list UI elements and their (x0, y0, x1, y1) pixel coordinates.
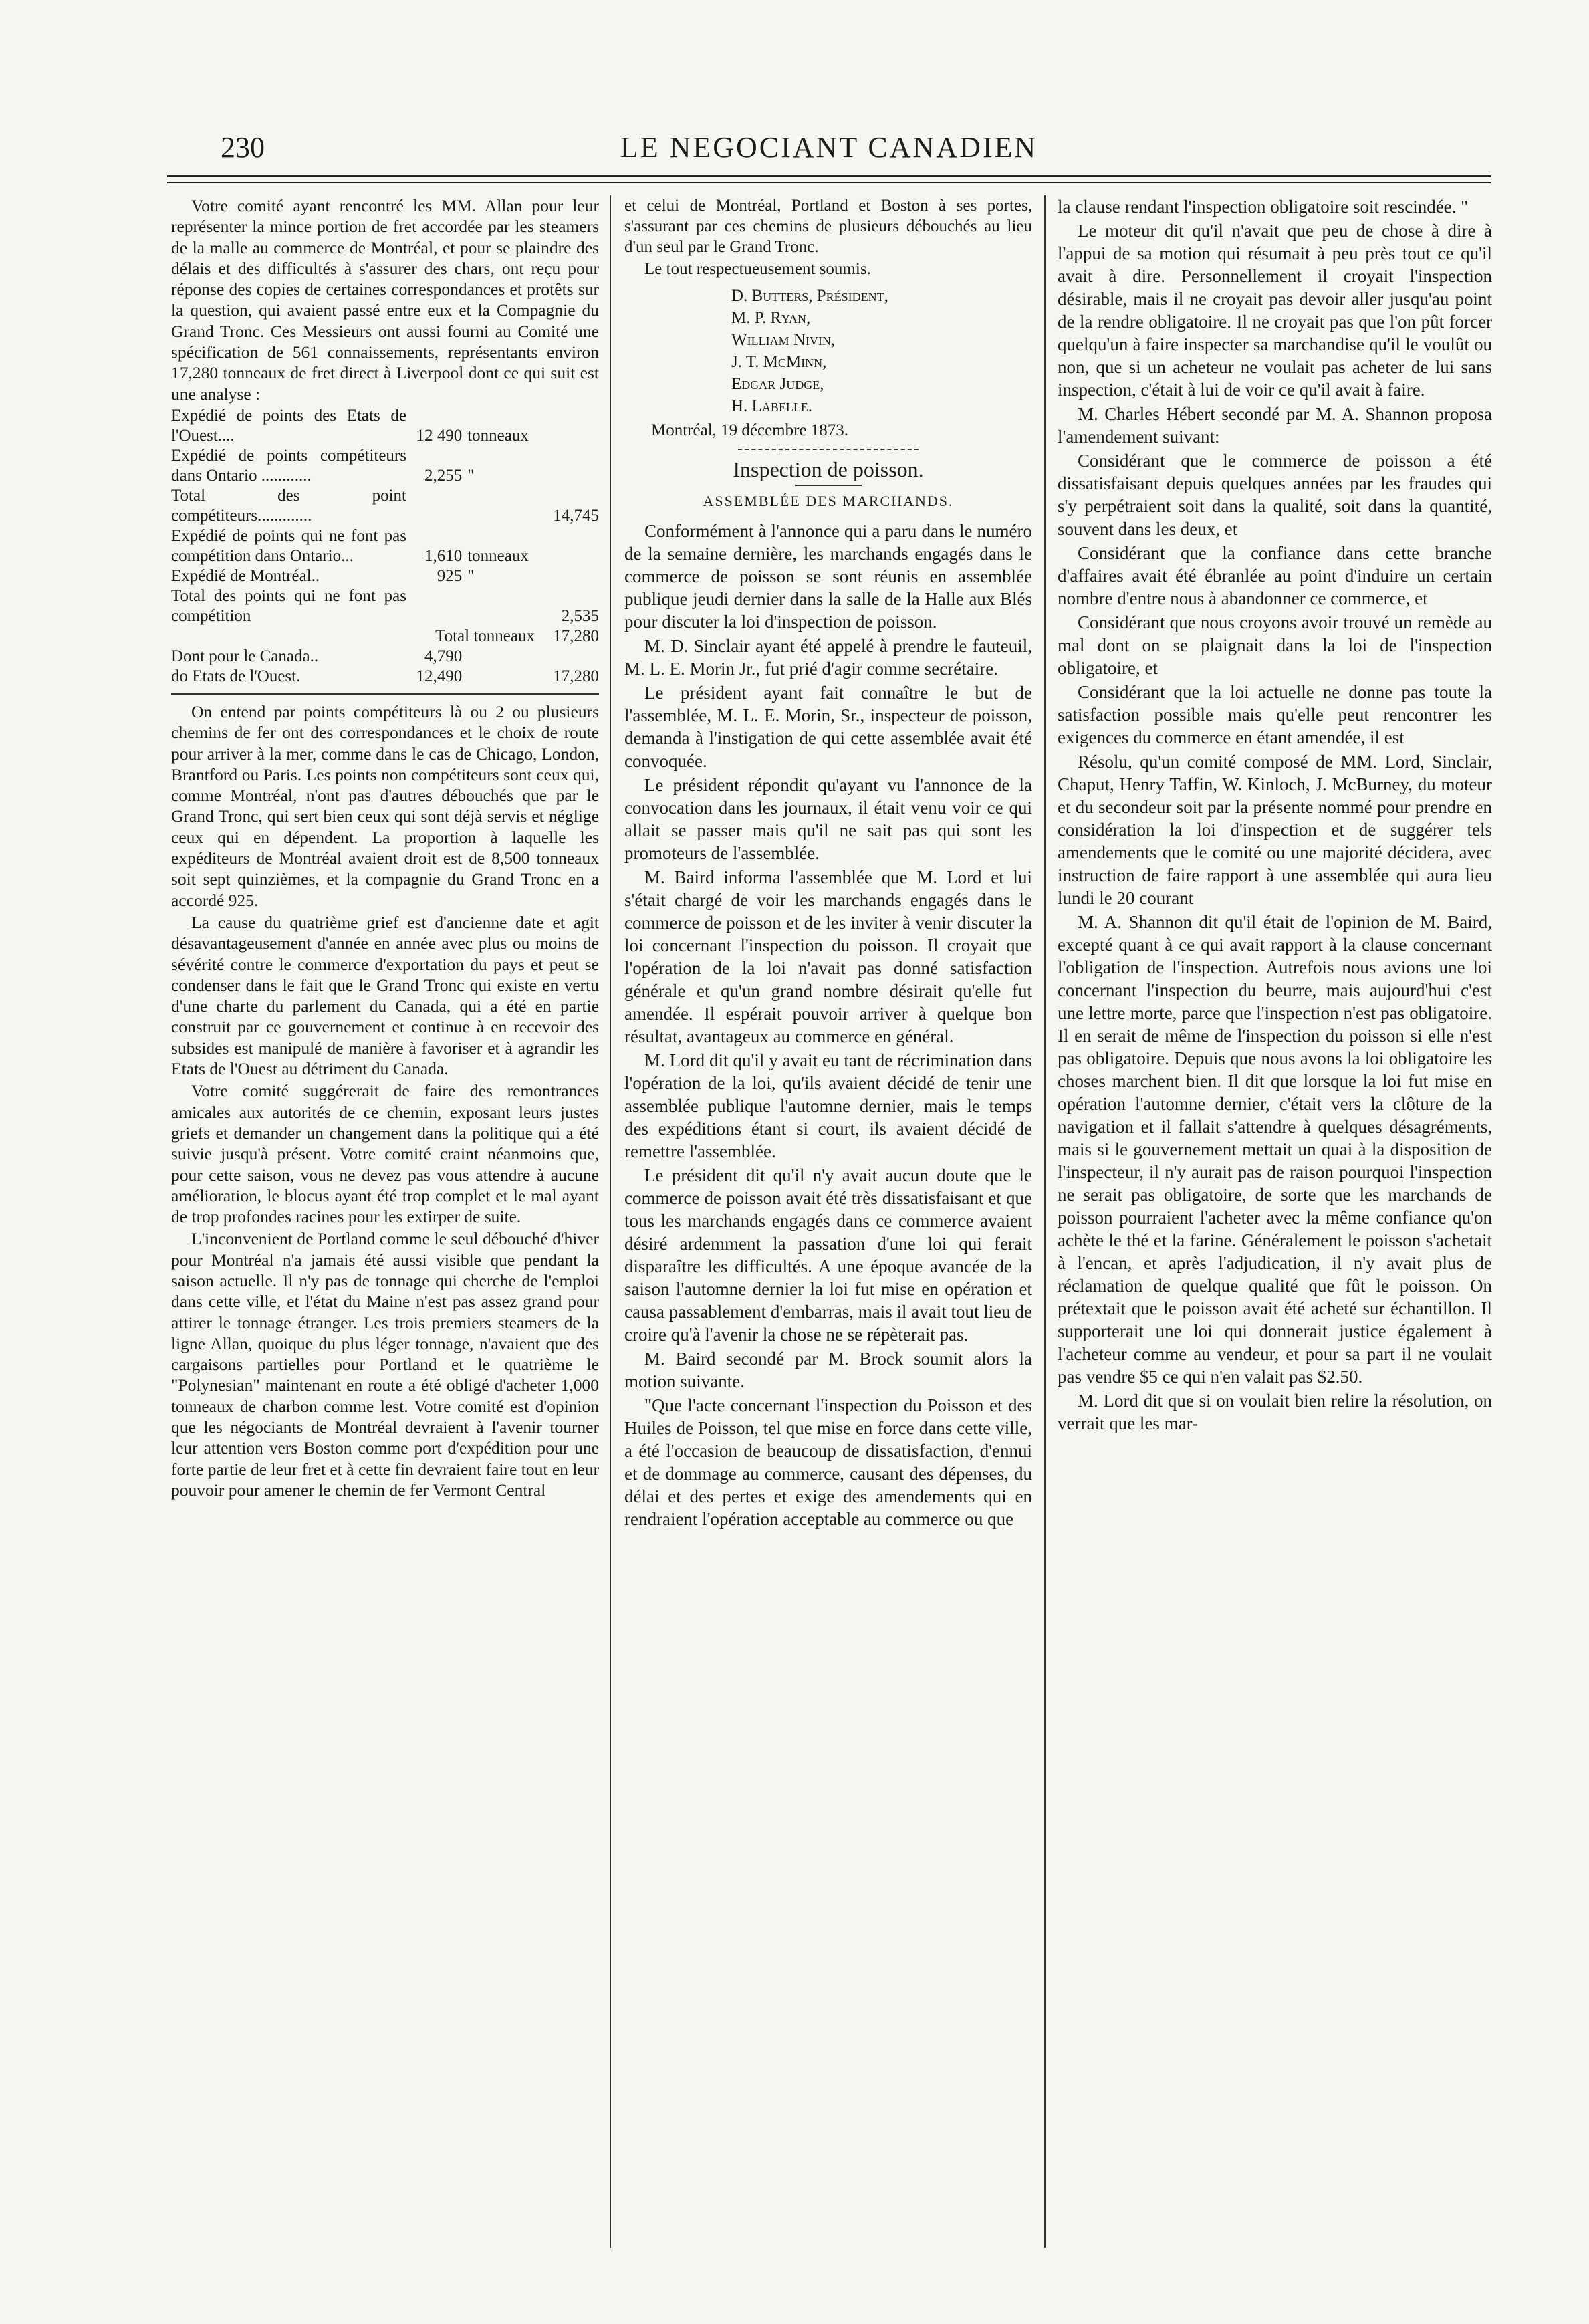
table-cell-total (535, 446, 599, 486)
paragraph: Le président dit qu'il n'y avait aucun doute que le commerce de poisson avait été très dissatisfaisant et que tous les marchands engagés dans ce commerce avaient désiré ardemment la passation d'une loi qui ferait disparaître les difficultés. A une époque avancée de la saison l'automne dernier la loi fut mise en opération et causa passablement d'embarras, mais il avait tout lieu de croire qu'à l'avenir la chose ne se répèterait pas. (624, 1165, 1032, 1345)
closing-line: Le tout respectueusement soumis. (644, 260, 871, 278)
table-row (171, 526, 599, 566)
column-1 (171, 195, 599, 2254)
table-cell-total (535, 566, 599, 586)
table-cell-value: 2,255 (424, 466, 463, 485)
section-divider (738, 449, 919, 450)
table-cell-unit (462, 586, 535, 626)
table-cell-label: Expédié de points compétiteurs dans Ontario ............ (171, 446, 406, 485)
table-cell-label: Expédié de points des Etats de l'Ouest.... (171, 406, 406, 445)
table-cell-unit: " (467, 466, 475, 485)
table-cell-label: Expédié de Montréal.. (171, 566, 320, 585)
signature-line: H. Labelle. (731, 397, 813, 415)
paragraph: "Que l'acte concernant l'inspection du Poisson et des Huiles de Poisson, tel que mise en force dans cette ville, a été l'occasion de beaucoup de dissatisfaction, d'ennui et de dommage au commerce, causant des dépenses, du délai et des pertes et exige des amendements qui en rendraient l'opération acceptable au commerce ou que (624, 1395, 1032, 1529)
table-total-value: 17,280 (553, 626, 599, 645)
signature-line: J. T. McMinn, (731, 353, 827, 371)
column-separator (610, 195, 611, 2248)
date-line: Montréal, 19 décembre 1873. (651, 421, 849, 439)
page-number: 230 (221, 131, 265, 164)
table-row (171, 446, 599, 486)
paragraph: M. Lord dit qu'il y avait eu tant de récrimination dans l'opération de la loi, qu'ils avaient décidé de tenir une assemblée publique l'automne dernier, mais le temps des expéditions étant si court, ils avaient décidé de remettre l'assemblée. (624, 1050, 1032, 1161)
section-title: Inspection de poisson. (733, 457, 924, 481)
section-subtitle: ASSEMBLÉE DES MARCHANDS. (703, 493, 954, 509)
paragraph: M. A. Shannon dit qu'il était de l'opinion de M. Baird, excepté quant à ce qui avait rapport à la clause concernant l'obligation de l'inspection. Autrefois nous avions une loi concernant l'inspection du beurre, mais aujourd'hui c'est une lettre morte, parce que l'inspection n'est pas obligatoire. Il en serait de même de l'inspection du poisson si elle n'est pas obligatoire. Depuis que nous avons la loi obligatoire les choses marchent bien. Il dit que lorsque la loi fut mise en opération l'automne dernier, c'était vers la clôture de la navigation et il fallait s'attendre à quelques désagréments, mais si le gouvernement mettait un quai à la disposition de l'inspecteur, il n'y aurait pas de raison pourquoi l'inspection ne serait pas obligatoire, de sorte que les marchands de poisson pourraient l'acheter avec la même confiance qu'on achète le thé et la farine. Généralement le poisson s'achetait à l'encan, et après l'adjudication, il n'y avait plus de réclamation de quelque qualité que fût le poisson. On prétextait que le poisson avait été acheté sur échantillon. Il supporterait une loi qui donnerait justice également à l'acheteur comme au vendeur, et pour sa part il ne voulait pas vendre $5 ce qui n'en valait pas $2.50. (1058, 912, 1492, 1387)
header-rule (167, 175, 1491, 177)
paragraph: La cause du quatrième grief est d'ancienne date et agit désavantageusement d'année en année avec plus ou moins de sévérité contre le commerce d'exportation du pays et peut se condenser dans le fait que le Grand Tronc qui existe en vertu d'une charte du parlement du Canada, qui a été en partie construit par ce gouvernement et continue à en recevoir des subsides est manipulé de manière à favoriser et à agrandir les Etats de l'Ouest au détriment du Canada. (171, 912, 599, 1079)
table-cell-unit (462, 486, 535, 526)
table-cell-total (535, 647, 599, 667)
column-2 (624, 195, 1032, 2254)
paragraph: la clause rendant l'inspection obligatoire soit rescindée. " (1058, 197, 1469, 217)
table-cell-total: 17,280 (553, 667, 599, 685)
table-cell-unit: " (467, 566, 475, 585)
paragraph: M. D. Sinclair ayant été appelé à prendre le fauteuil, M. L. E. Morin Jr., fut prié d'agir comme secrétaire. (624, 636, 1032, 679)
table-cell-total: 14,745 (553, 506, 599, 525)
column-3 (1058, 195, 1492, 2254)
table-row (171, 566, 599, 586)
paragraph: Votre comité ayant rencontré les MM. Allan pour leur représenter la mince portion de fret accordée par les steamers de la malle au commerce de Montréal, et pour se plaindre des délais et des difficultés à s'assurer des chars, ont reçu pour réponse des copies de certaines correspondances et protêts sur la question, qui avaient passé entre eux et la Compagnie du Grand Tronc. Ces Messieurs ont aussi fourni au Comité une spécification de 561 connaissements, représentants environ 17,280 tonneaux de fret direct à Liverpool dont ce qui suit est une analyse : (171, 196, 599, 404)
title-rule (795, 485, 862, 486)
table-cell-value: 925 (437, 566, 463, 585)
paragraph: et celui de Montréal, Portland et Boston à ses portes, s'assurant par ces chemins de plusieurs débouchés au lieu d'un seul par le Grand Tronc. (624, 197, 1032, 256)
table-row (171, 486, 599, 526)
signature-line: D. Butters, Président, (731, 287, 888, 305)
table-row (171, 667, 599, 687)
table-cell-value: 12 490 (416, 426, 463, 445)
header-rule-thin (167, 182, 1491, 183)
table-cell-unit: tonneaux (467, 426, 529, 445)
paragraph: Considérant que la loi actuelle ne donne pas toute la satisfaction possible mais qu'elle peut rencontrer les exigences du commerce en étant amendée, il est (1058, 682, 1492, 747)
signature-line: M. P. Ryan, (731, 309, 811, 327)
paragraph: On entend par points compétiteurs là ou 2 ou plusieurs chemins de fer ont des correspondances et le choix de route pour arriver à la mer, comme dans le cas de Chicago, London, Brantford ou Paris. Les points non compétiteurs sont ceux qui, comme Montréal, n'ont pas d'autres débouchés que par le Grand Tronc, qui sert bien ceux qui sont déjà servis et néglige ceux qui en dépendent. La proportion à laquelle les expéditeurs de Montréal avaient droit est de 8,500 tonneaux soit sept quinzièmes, et la compagnie du Grand Tronc en a accordé 925. (171, 701, 599, 910)
table-cell-value (406, 486, 462, 526)
table-cell-value (406, 586, 462, 626)
paragraph: Votre comité suggérerait de faire des remontrances amicales aux autorités de ce chemin, exposant leurs justes griefs et demander un changement dans la politique qui a été suivie jusqu'à présent. Votre comité craint néanmoins que, pour cette saison, vous ne devez pas vous attendre à aucune amélioration, le blocus ayant été trop complet et le mal ayant de trop profondes racines pour les extirper de suite. (171, 1081, 599, 1227)
paragraph: Considérant que la confiance dans cette branche d'affaires avait été ébranlée au point d'induire un certain nombre d'entre nous à abandonner ce commerce, et (1058, 543, 1492, 608)
table-row (171, 647, 599, 667)
table-cell-label: Expédié de points qui ne font pas compétition dans Ontario... (171, 526, 406, 565)
paragraph: L'inconvenient de Portland comme le seul débouché d'hiver pour Montréal n'a jamais été aussi visible que pendant la saison actuelle. Il n'y pas de tonnage qui cherche de l'emploi dans cette ville, et l'état du Maine n'est pas assez grand pour attirer le tonnage étranger. Les trois premiers steamers de la ligne Allan, quoique du plus léger tonnage, n'avaient que des cargaisons partielles pour Portland et le quatrième le "Polynesian" maintenant en route a été obligé d'acheter 1,000 tonneaux de charbon comme lest. Votre comité est d'opinion que les négociants de Montréal devraient à l'avenir tourner leur attention vers Boston comme port d'expédition pour une forte partie de leur fret et à cette fin devraient faire tout en leur pouvoir pour amener le chemin de fer Vermont Central (171, 1229, 599, 1500)
paragraph: M. Charles Hébert secondé par M. A. Shannon proposa l'amendement suivant: (1058, 404, 1492, 447)
table-cell-label: Total des point compétiteurs............. (171, 486, 406, 525)
freight-table (171, 406, 599, 687)
paragraph: Considérant que nous croyons avoir trouvé un remède au mal dont on se plaignait dans la loi de l'inspection obligatoire, et (1058, 612, 1492, 678)
paragraph: Considérant que le commerce de poisson a été dissatisfaisant depuis quelques années par les fraudes qui s'y perpétraient soit dans la qualité, soit dans la quantité, souvent dans les deux, et (1058, 451, 1492, 539)
signature-block (731, 285, 1032, 417)
page-header (167, 124, 1491, 170)
table-total-row (171, 626, 599, 647)
table-row (171, 586, 599, 626)
paragraph: M. Baird secondé par M. Brock soumit alors la motion suivante. (624, 1349, 1032, 1391)
table-cell-value: 4,790 (424, 647, 463, 665)
table-cell-label: Dont pour le Canada.. (171, 647, 319, 665)
table-cell-value: 12,490 (416, 667, 463, 685)
signature-line: Edgar Judge, (731, 375, 824, 393)
column-separator (1044, 195, 1046, 2248)
paragraph: Le moteur dit qu'il n'avait que peu de chose à dire à l'appui de sa motion qui résumait à peu près tout ce qu'il avait à dire. Personnellement il croyait l'inspection désirable, mais il ne croyait pas devoir aller jusqu'au point de la rendre obligatoire. Il ne croyait pas que l'on pût forcer quelqu'un à faire inspecter sa marchandise qu'il le voulût ou non, que si un acheteur ne voulait pas acheter de lui sans inspection, c'était à lui de voir ce qu'il avait à faire. (1058, 221, 1492, 400)
paragraph: Conformément à l'annonce qui a paru dans le numéro de la semaine dernière, les marchands engagés dans le commerce de poisson se sont réunis en assemblée publique jeudi dernier dans la salle de la Halle aux Blés pour discuter la loi d'inspection de poisson. (624, 521, 1032, 632)
paragraph: M. Baird informa l'assemblée que M. Lord et lui s'était chargé de voir les marchands engagés dans le commerce de poisson et de les inviter à venir discuter la loi concernant l'inspection du poisson. Il croyait que l'opération de la loi n'avait pas donné satisfaction générale et qu'un grand nombre désirait qu'elle fut amendée. Il espérait pouvoir arriver à quelque bon résultat, avantageux au commerce en général. (624, 867, 1032, 1046)
paragraph: M. Lord dit que si on voulait bien relire la résolution, on verrait que les mar- (1058, 1391, 1492, 1433)
paragraph: Le président répondit qu'ayant vu l'annonce de la convocation dans les journaux, il était venu voir ce qui allait se passer mais qu'il ne sait pas qui sont les promoteurs de l'assemblée. (624, 775, 1032, 863)
table-total-label: Total tonneaux (435, 626, 535, 645)
table-cell-label: do Etats de l'Ouest. (171, 667, 301, 685)
journal-title: LE NEGOCIANT CANADIEN (620, 131, 1038, 164)
table-cell-label: Total des points qui ne font pas compétition (171, 586, 406, 625)
table-cell-total: 2,535 (561, 606, 599, 625)
paragraph: Résolu, qu'un comité composé de MM. Lord, Sinclair, Chaput, Henry Taffin, W. Kinloch, J. McBurney, du moteur et du secondeur soit par la présente nommé pour prendre en considération la loi d'inspection et de suggérer tels amendements que le comité ou une majorité décidera, avec instruction de faire rapport à une assemblée qui aura lieu lundi le 20 courant (1058, 751, 1492, 908)
table-cell-unit: tonneaux (467, 546, 529, 565)
signature-line: William Nivin, (731, 331, 836, 349)
table-cell-value: 1,610 (424, 546, 463, 565)
table-row (171, 406, 599, 446)
table-cell-total (535, 526, 599, 566)
paragraph: Le président ayant fait connaître le but de l'assemblée, M. L. E. Morin, Sr., inspecteur de poisson, demanda à l'instigation de qui cette assemblée avait été convoquée. (624, 683, 1032, 771)
table-end-rule (171, 693, 599, 695)
table-cell-total (535, 406, 599, 446)
